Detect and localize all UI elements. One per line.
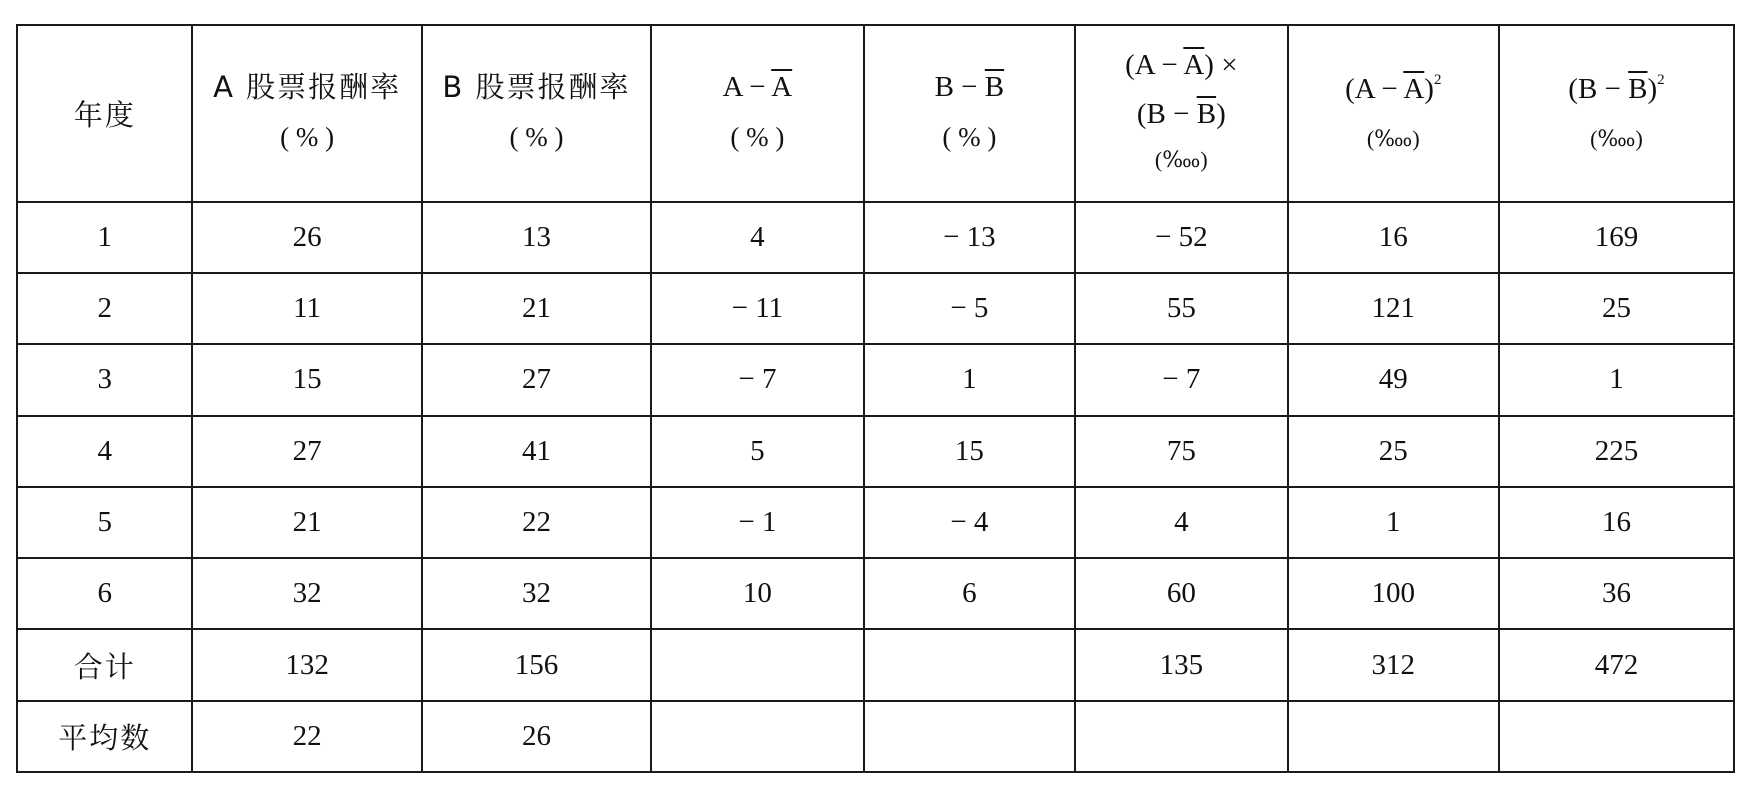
cell-year: 合计 (17, 629, 192, 700)
cell-a-rate: 21 (192, 487, 421, 558)
cell-a-rate: 15 (192, 344, 421, 415)
header-b-squared-formula (1568, 73, 1664, 104)
cell-a-squared: 312 (1288, 629, 1499, 700)
header-year (17, 25, 192, 202)
header-a-squared-pre: (A − (1345, 72, 1404, 105)
header-a-squared-exponent: 2 (1433, 71, 1442, 88)
cell-b-rate: 32 (422, 558, 651, 629)
header-year-label: 年度 (73, 97, 136, 132)
cell-b-squared: 25 (1499, 273, 1734, 344)
cell-year: 平均数 (17, 701, 192, 772)
header-a-deviation-formula (722, 70, 793, 103)
header-b-deviation-formula (934, 70, 1005, 103)
cell-b-deviation: − 4 (864, 487, 1075, 558)
cell-b-deviation (864, 629, 1075, 700)
header-b-rate-unit: ( % ) (509, 121, 564, 152)
header-a-rate (192, 25, 421, 202)
header-b-rate-label: B 股票报酬率 (442, 69, 631, 104)
cell-covariance: 135 (1075, 629, 1288, 700)
header-b-squared-pre: (B − (1568, 72, 1629, 105)
cell-covariance: 55 (1075, 273, 1288, 344)
cell-a-squared: 49 (1288, 344, 1499, 415)
cell-b-deviation: 15 (864, 416, 1075, 487)
cell-a-rate: 11 (192, 273, 421, 344)
header-covariance-line1 (1125, 51, 1237, 80)
header-covariance-l1-mean: $\overline{A}$ (1183, 49, 1205, 82)
table-row (17, 701, 1734, 772)
cell-a-deviation: − 7 (651, 344, 864, 415)
header-a-squared-formula (1345, 73, 1441, 104)
header-b-rate (422, 25, 651, 202)
cell-a-rate: 27 (192, 416, 421, 487)
cell-b-deviation: 1 (864, 344, 1075, 415)
header-a-squared-unit: (‱) (1366, 125, 1420, 151)
cell-covariance: − 7 (1075, 344, 1288, 415)
cell-b-deviation (864, 701, 1075, 772)
cell-a-rate: 132 (192, 629, 421, 700)
cell-a-squared: 1 (1288, 487, 1499, 558)
cell-a-deviation: − 11 (651, 273, 864, 344)
table-row (17, 344, 1734, 415)
cell-b-rate: 13 (422, 202, 651, 273)
cell-covariance: 75 (1075, 416, 1288, 487)
cell-covariance: − 52 (1075, 202, 1288, 273)
cell-covariance: 4 (1075, 487, 1288, 558)
cell-b-rate: 26 (422, 701, 651, 772)
header-a-squared-mean: $\overline{A}$ (1403, 72, 1425, 105)
header-a-squared-post: ) (1424, 72, 1434, 105)
cell-a-rate: 26 (192, 202, 421, 273)
header-a-squared (1288, 25, 1499, 202)
cell-b-squared (1499, 701, 1734, 772)
cell-year: 6 (17, 558, 192, 629)
data-table-container (16, 24, 1735, 773)
header-b-squared (1499, 25, 1734, 202)
cell-year: 2 (17, 273, 192, 344)
cell-b-rate: 27 (422, 344, 651, 415)
table-row (17, 273, 1734, 344)
header-a-rate-unit: ( % ) (280, 121, 335, 152)
table-row (17, 629, 1734, 700)
header-covariance-unit: (‱) (1154, 147, 1208, 173)
cell-year: 3 (17, 344, 192, 415)
cell-a-deviation (651, 629, 864, 700)
table-row (17, 416, 1734, 487)
header-covariance-line2 (1125, 100, 1237, 129)
cell-b-squared: 225 (1499, 416, 1734, 487)
cell-a-deviation: − 1 (651, 487, 864, 558)
header-covariance-l2-post: ) (1216, 98, 1226, 131)
header-b-deviation-mean: $\overline{B}$ (984, 70, 1005, 103)
cell-b-rate: 22 (422, 487, 651, 558)
cell-year: 4 (17, 416, 192, 487)
cell-year: 1 (17, 202, 192, 273)
header-a-deviation (651, 25, 864, 202)
cell-covariance: 60 (1075, 558, 1288, 629)
header-b-squared-mean: $\overline{B}$ (1628, 72, 1648, 105)
cell-b-rate: 41 (422, 416, 651, 487)
header-a-deviation-unit: ( % ) (730, 121, 785, 152)
cell-a-rate: 22 (192, 701, 421, 772)
table-row (17, 487, 1734, 558)
header-b-squared-post: ) (1647, 72, 1658, 105)
cell-year: 5 (17, 487, 192, 558)
cell-b-rate: 21 (422, 273, 651, 344)
cell-a-deviation: 4 (651, 202, 864, 273)
cell-a-squared: 100 (1288, 558, 1499, 629)
cell-a-deviation: 10 (651, 558, 864, 629)
cell-b-squared: 16 (1499, 487, 1734, 558)
header-b-squared-exponent: 2 (1657, 71, 1665, 88)
cell-b-deviation: − 5 (864, 273, 1075, 344)
header-a-rate-label: A 股票报酬率 (213, 69, 402, 104)
header-covariance-l1-pre: (A − (1125, 49, 1184, 82)
header-covariance (1075, 25, 1288, 202)
stock-return-table (16, 24, 1735, 773)
cell-b-squared: 472 (1499, 629, 1734, 700)
header-covariance-l1-post: ) × (1204, 49, 1238, 82)
cell-a-squared: 121 (1288, 273, 1499, 344)
table-row (17, 202, 1734, 273)
table-row (17, 558, 1734, 629)
cell-a-deviation (651, 701, 864, 772)
table-body (17, 202, 1734, 772)
header-b-deviation-unit: ( % ) (942, 121, 997, 152)
header-a-deviation-mean: $\overline{A}$ (771, 70, 793, 103)
header-covariance-l2-pre: (B − (1136, 98, 1197, 131)
cell-b-deviation: − 13 (864, 202, 1075, 273)
cell-a-squared: 25 (1288, 416, 1499, 487)
cell-b-rate: 156 (422, 629, 651, 700)
header-b-deviation (864, 25, 1075, 202)
cell-b-deviation: 6 (864, 558, 1075, 629)
header-row (17, 25, 1734, 202)
header-b-squared-unit: (‱) (1590, 125, 1643, 151)
cell-a-squared: 16 (1288, 202, 1499, 273)
cell-a-squared (1288, 701, 1499, 772)
header-covariance-l2-mean: $\overline{B}$ (1196, 98, 1217, 131)
header-b-deviation-lhs: B − (934, 70, 985, 103)
cell-b-squared: 1 (1499, 344, 1734, 415)
cell-a-rate: 32 (192, 558, 421, 629)
cell-b-squared: 36 (1499, 558, 1734, 629)
cell-a-deviation: 5 (651, 416, 864, 487)
cell-covariance (1075, 701, 1288, 772)
cell-b-squared: 169 (1499, 202, 1734, 273)
header-a-deviation-lhs: A − (722, 70, 772, 103)
